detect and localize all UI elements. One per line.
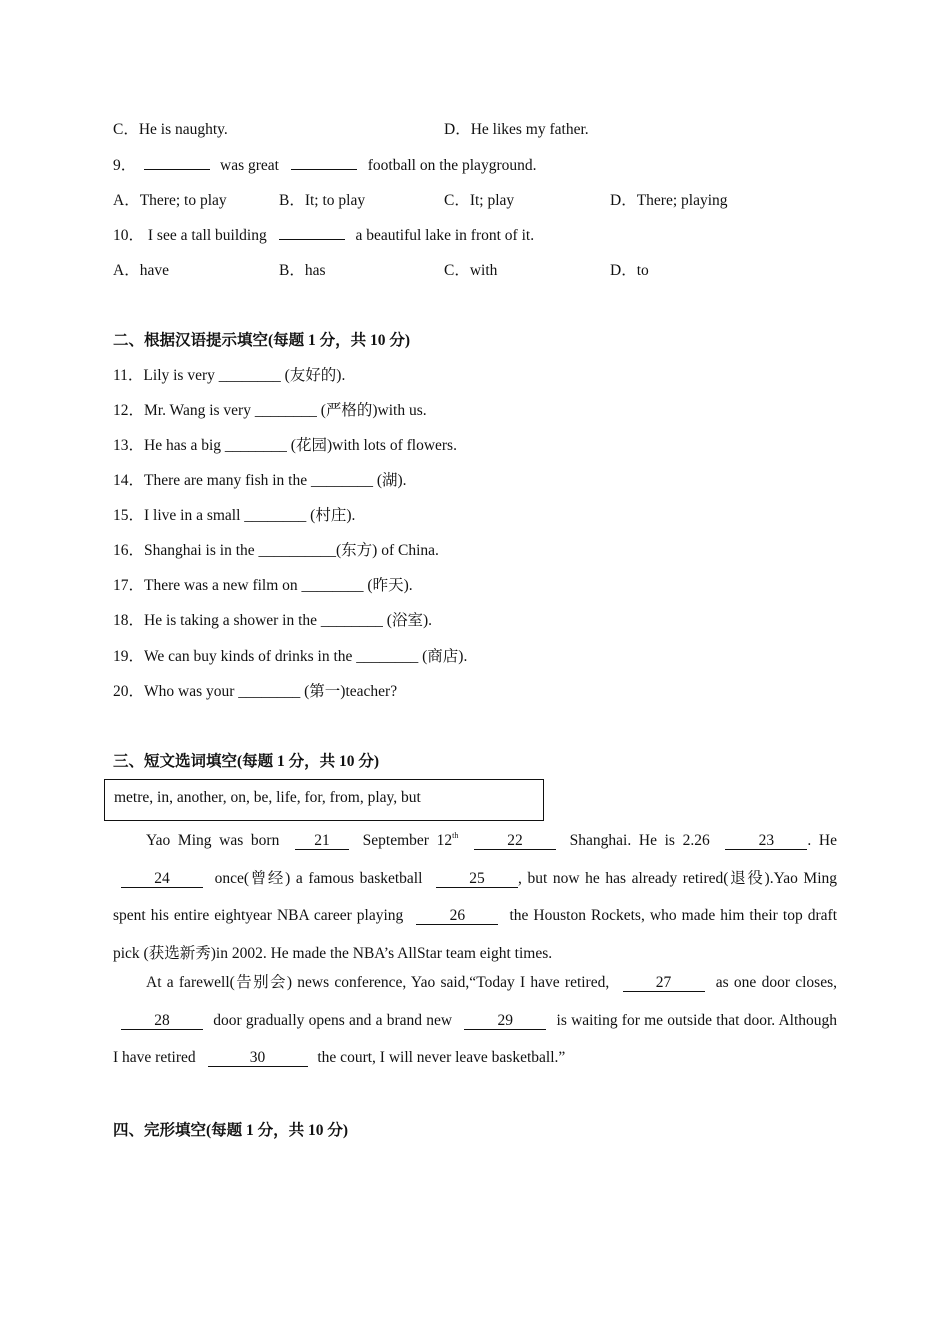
question-13: 13．He has a big ________ (花园)with lots of flowers. <box>113 437 457 454</box>
q10-option-d: D．to <box>610 262 649 279</box>
blank-21: 21 <box>295 833 349 850</box>
question-12: 12．Mr. Wang is very ________ (严格的)with us. <box>113 402 427 419</box>
word-box-text: metre, in, another, on, be, life, for, from, play, but <box>114 789 421 806</box>
question-9 <box>113 153 536 175</box>
q9-option-d: D．There; playing <box>610 192 728 209</box>
passage-paragraph-1: Yao Ming was born 21 September 12th 22 Shanghai. He is 2.26 23 . He 24 once(曾经) a famous basketball 25 , but now he has already retired(退役).Yao Ming spent his entire eightyear NBA career playing 26 the Houston Rockets, who made him their top draft pick (获选新秀)in 2002. He made the NBA’s AllStar team eight times. <box>113 831 838 962</box>
blank-28: 28 <box>121 1013 203 1030</box>
q8-option-d: D．He likes my father. <box>444 121 589 138</box>
question-18: 18．He is taking a shower in the ________ (浴室). <box>113 612 432 629</box>
section-2-heading: 二、根据汉语提示填空(每题 1 分，共 10 分) <box>113 332 411 349</box>
section-3-heading: 三、短文选词填空(每题 1 分，共 10 分) <box>113 753 380 770</box>
section-4-heading: 四、完形填空(每题 1 分，共 10 分) <box>113 1122 349 1139</box>
question-text: I see a tall building <box>147 227 267 244</box>
blank-25: 25 <box>436 871 518 888</box>
question-number: 9． <box>113 157 137 174</box>
q9-option-a: A．There; to play <box>113 192 227 209</box>
question-text: a beautiful lake in front of it. <box>355 227 535 244</box>
answer-blank <box>291 154 357 170</box>
passage-paragraph-2: At a farewell(告别会) news conference, Yao said,“Today I have retired, 27 as one door closes, 28 door gradually opens and a brand new 29 is waiting for me outside that door. Although I have retired 30 the court, I will never leave basketball.” <box>113 974 838 1066</box>
q9-option-b: B．It; to play <box>279 192 366 209</box>
q8-option-c: C．He is naughty. <box>113 121 228 138</box>
blank-27: 27 <box>623 975 705 992</box>
q9-option-c: C．It; play <box>444 192 515 209</box>
superscript: th <box>452 831 459 840</box>
q10-option-b: B．has <box>279 262 326 279</box>
question-16: 16．Shanghai is in the __________(东方) of China. <box>113 542 439 559</box>
question-19: 19．We can buy kinds of drinks in the ________ (商店). <box>113 648 468 665</box>
question-text: was great <box>220 157 279 174</box>
blank-23: 23 <box>725 833 807 850</box>
blank-29: 29 <box>464 1013 546 1030</box>
answer-blank <box>279 224 345 240</box>
question-15: 15．I live in a small ________ (村庄). <box>113 507 356 524</box>
q10-option-a: A．have <box>113 262 169 279</box>
blank-24: 24 <box>121 871 203 888</box>
answer-blank <box>144 154 210 170</box>
question-14: 14．There are many fish in the ________ (湖). <box>113 472 407 489</box>
question-text: football on the playground. <box>367 157 537 174</box>
blank-30: 30 <box>208 1050 308 1067</box>
question-10 <box>113 223 534 245</box>
question-11: 11．Lily is very ________ (友好的). <box>113 367 346 384</box>
question-number: 10． <box>113 227 145 244</box>
q10-option-c: C．with <box>444 262 498 279</box>
question-20: 20．Who was your ________ (第一)teacher? <box>113 683 398 700</box>
blank-26: 26 <box>416 908 498 925</box>
question-17: 17．There was a new film on ________ (昨天). <box>113 577 413 594</box>
word-box <box>104 779 544 821</box>
blank-22: 22 <box>474 833 556 850</box>
